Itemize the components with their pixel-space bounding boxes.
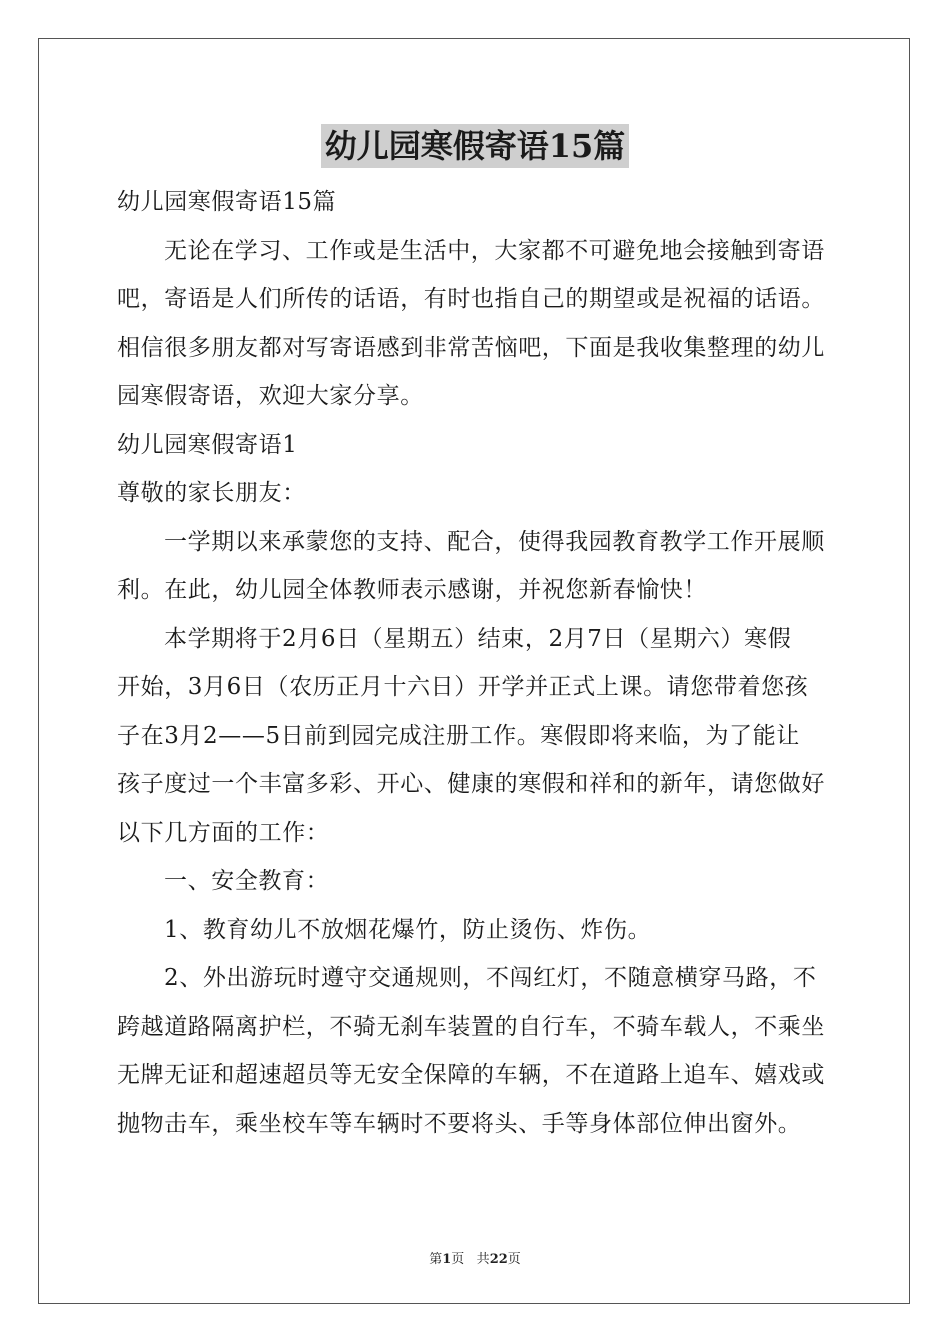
footer-total-pages: 22: [489, 1252, 508, 1267]
footer-page-prefix: 第: [429, 1252, 443, 1267]
para1-line-2: 利。在此，幼儿园全体教师表示感谢，并祝您新春愉快！: [117, 577, 707, 603]
para2-line-5: 以下几方面的工作：: [117, 819, 330, 846]
para2-line-1: 本学期将于2月6日（星期五）结束，2月7日（星期六）寒假: [164, 625, 792, 652]
footer-page-suffix: 页: [451, 1252, 465, 1267]
footer-page-number: 1: [442, 1252, 452, 1267]
item2-line-1: 2、外出游玩时遵守交通规则，不闯红灯，不随意横穿马路，不: [164, 965, 817, 991]
intro-line-2: 吧，寄语是人们所传的话语，有时也指自己的期望或是祝福的话语。: [117, 286, 825, 312]
document-subtitle: 幼儿园寒假寄语15篇: [117, 189, 337, 215]
para2-line-4: 孩子度过一个丰富多彩、开心、健康的寒假和祥和的新年，请您做好: [117, 771, 825, 797]
item-1: 1、教育幼儿不放烟花爆竹，防止烫伤、炸伤。: [164, 916, 652, 943]
item-heading: 一、安全教育：: [164, 868, 330, 894]
title-wrap: [0, 124, 950, 168]
item2-line-2: 跨越道路隔离护栏，不骑无刹车装置的自行车，不骑车载人，不乘坐: [117, 1013, 825, 1040]
document-body: [117, 178, 833, 1148]
item2-line-3: 无牌无证和超速超员等无安全保障的车辆，不在道路上追车、嬉戏或: [117, 1062, 825, 1088]
salutation: 尊敬的家长朋友：: [117, 480, 306, 506]
page-footer: [0, 1248, 950, 1267]
intro-line-4: 园寒假寄语，欢迎大家分享。: [117, 383, 424, 409]
para2-line-3: 子在3月2——5日前到园完成注册工作。寒假即将来临，为了能让: [117, 722, 800, 749]
item2-line-4: 抛物击车，乘坐校车等车辆时不要将头、手等身体部位伸出窗外。: [117, 1110, 802, 1137]
para1-line-1: 一学期以来承蒙您的支持、配合，使得我园教育教学工作开展顺: [164, 528, 825, 555]
footer-total-prefix: 共: [476, 1252, 490, 1267]
intro-line-3: 相信很多朋友都对写寄语感到非常苦恼吧，下面是我收集整理的幼儿: [117, 334, 825, 361]
intro-line-1: 无论在学习、工作或是生活中，大家都不可避免地会接触到寄语: [164, 237, 825, 264]
footer-total-suffix: 页: [507, 1252, 521, 1267]
document-title: 幼儿园寒假寄语15篇: [321, 124, 630, 168]
section-heading: 幼儿园寒假寄语1: [117, 431, 298, 458]
para2-line-2: 开始，3月6日（农历正月十六日）开学并正式上课。请您带着您孩: [117, 674, 809, 700]
